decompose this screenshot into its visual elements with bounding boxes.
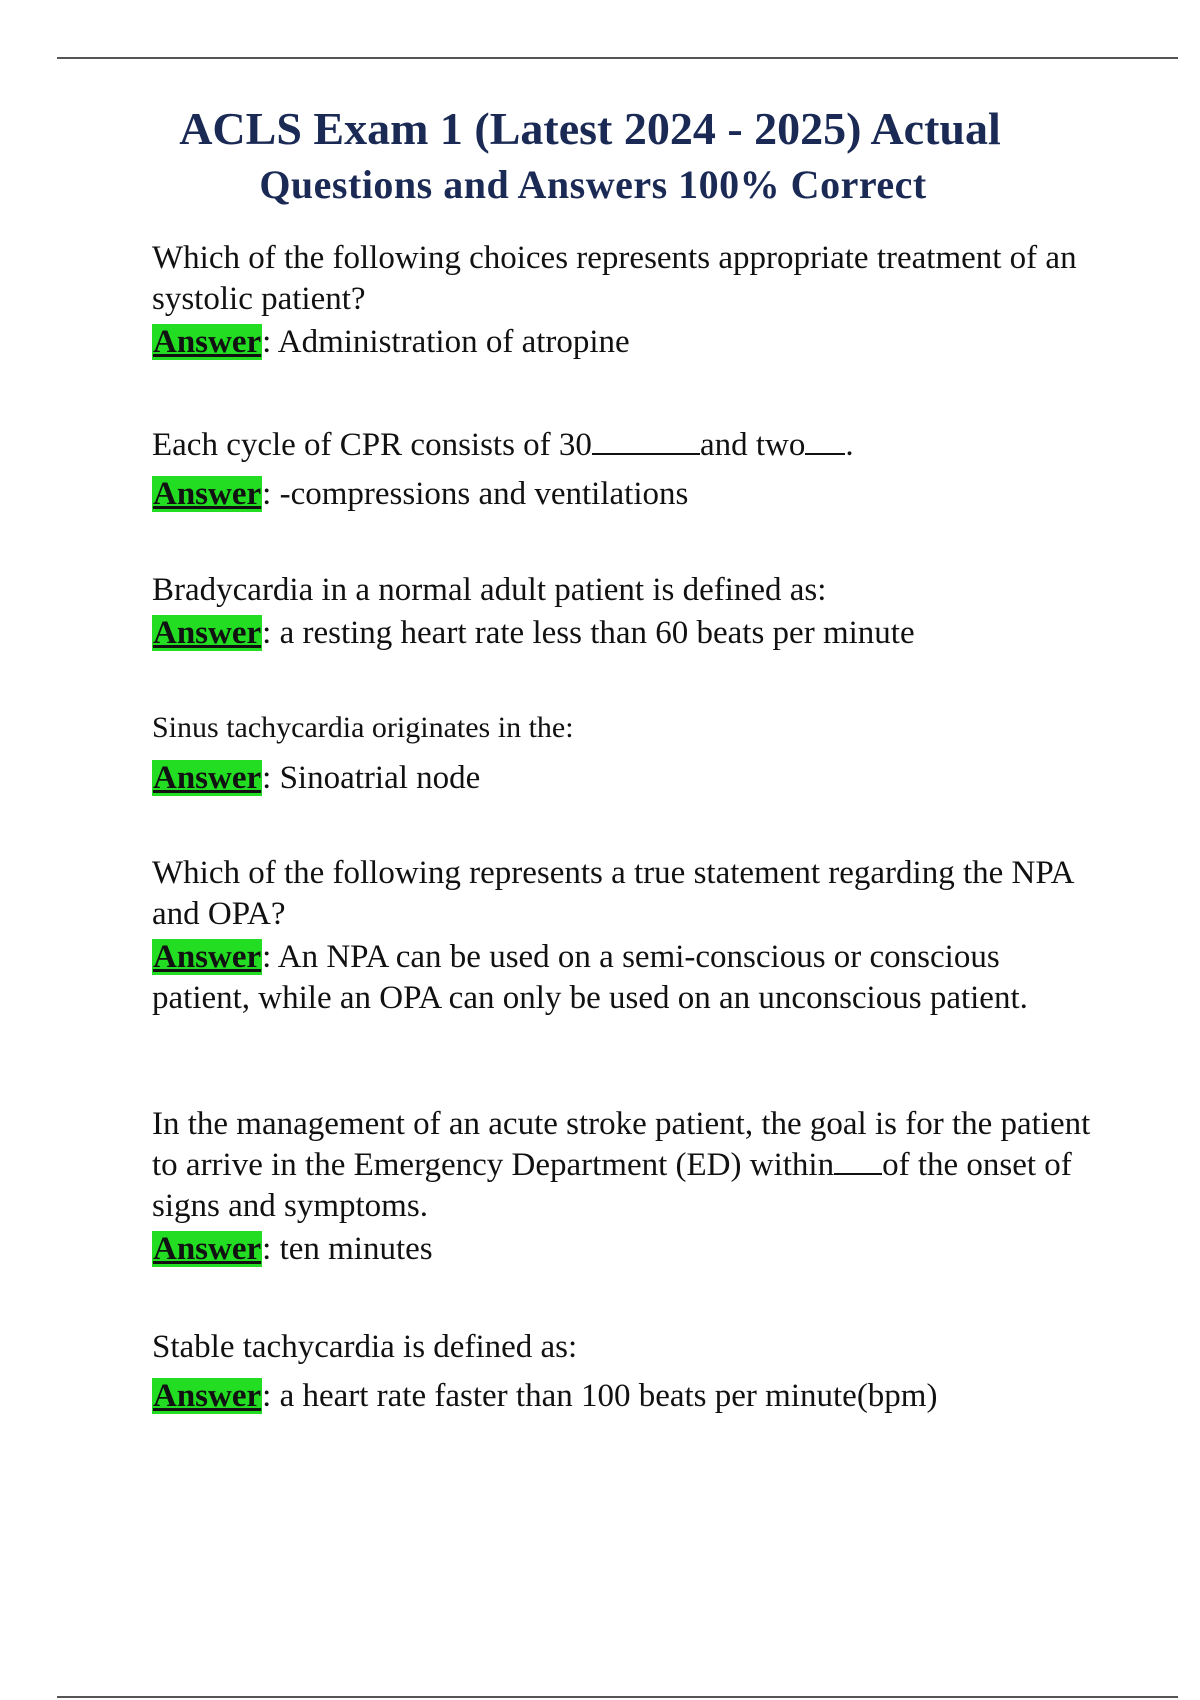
- qa-item-4: [152, 707, 1102, 799]
- answer-text-3: : a resting heart rate less than 60 beats per minute: [262, 615, 915, 651]
- answer-label: Answer: [153, 1231, 262, 1267]
- answer-label: Answer: [153, 760, 262, 796]
- fill-in-blank: [834, 1172, 882, 1175]
- answer-text-2: : -compressions and ventilations: [262, 476, 689, 512]
- answer-2: [152, 474, 1102, 515]
- fill-in-blank: [592, 452, 700, 455]
- answer-text-4: : Sinoatrial node: [262, 760, 481, 796]
- answer-text-7: : a heart rate faster than 100 beats per minute(bpm): [262, 1378, 938, 1414]
- answer-label: Answer: [153, 324, 262, 360]
- answer-6: [152, 1229, 1102, 1270]
- answer-7: [152, 1376, 1102, 1417]
- answer-text-1: : Administration of atropine: [262, 324, 630, 360]
- question-7: Stable tachycardia is defined as:: [152, 1329, 578, 1365]
- qa-item-7: [152, 1327, 1102, 1417]
- answer-text-5: : An NPA can be used on a semi-conscious or conscious patient, while an OPA can only be used on an unconscious patient.: [152, 939, 1028, 1016]
- question-3: Bradycardia in a normal adult patient is defined as:: [152, 572, 827, 608]
- fill-in-blank: [805, 452, 845, 455]
- qa-item-6: [152, 1104, 1102, 1270]
- top-divider: [57, 57, 1178, 59]
- answer-5: [152, 937, 1102, 1019]
- question-6: In the management of an acute stroke patient, the goal is for the patient to arrive in the Emergency Department (ED) within of the onset of signs and symptoms.: [152, 1106, 1091, 1224]
- qa-item-1: [152, 238, 1102, 363]
- answer-label: Answer: [153, 1378, 262, 1414]
- answer-label: Answer: [153, 476, 262, 512]
- answer-text-6: : ten minutes: [262, 1231, 433, 1267]
- question-1: Which of the following choices represents appropriate treatment of an systolic patient?: [152, 240, 1077, 317]
- title-line-2: Questions and Answers 100% Correct: [259, 162, 927, 207]
- answer-4: [152, 758, 1102, 799]
- answer-3: [152, 613, 1102, 654]
- answer-1: [152, 322, 1102, 363]
- bottom-divider: [57, 1696, 1178, 1698]
- title-line-1: ACLS Exam 1 (Latest 2024 - 2025) Actual: [179, 103, 1001, 154]
- answer-label: Answer: [153, 615, 262, 651]
- document-title: [0, 100, 1200, 212]
- question-5: Which of the following represents a true statement regarding the NPA and OPA?: [152, 855, 1073, 932]
- question-4: Sinus tachycardia originates in the:: [152, 711, 574, 744]
- question-2: Each cycle of CPR consists of 30 and two .: [152, 427, 854, 463]
- qa-item-5: [152, 853, 1102, 1019]
- answer-label: Answer: [153, 939, 262, 975]
- qa-item-3: [152, 570, 1102, 654]
- qa-item-2: [152, 425, 1102, 515]
